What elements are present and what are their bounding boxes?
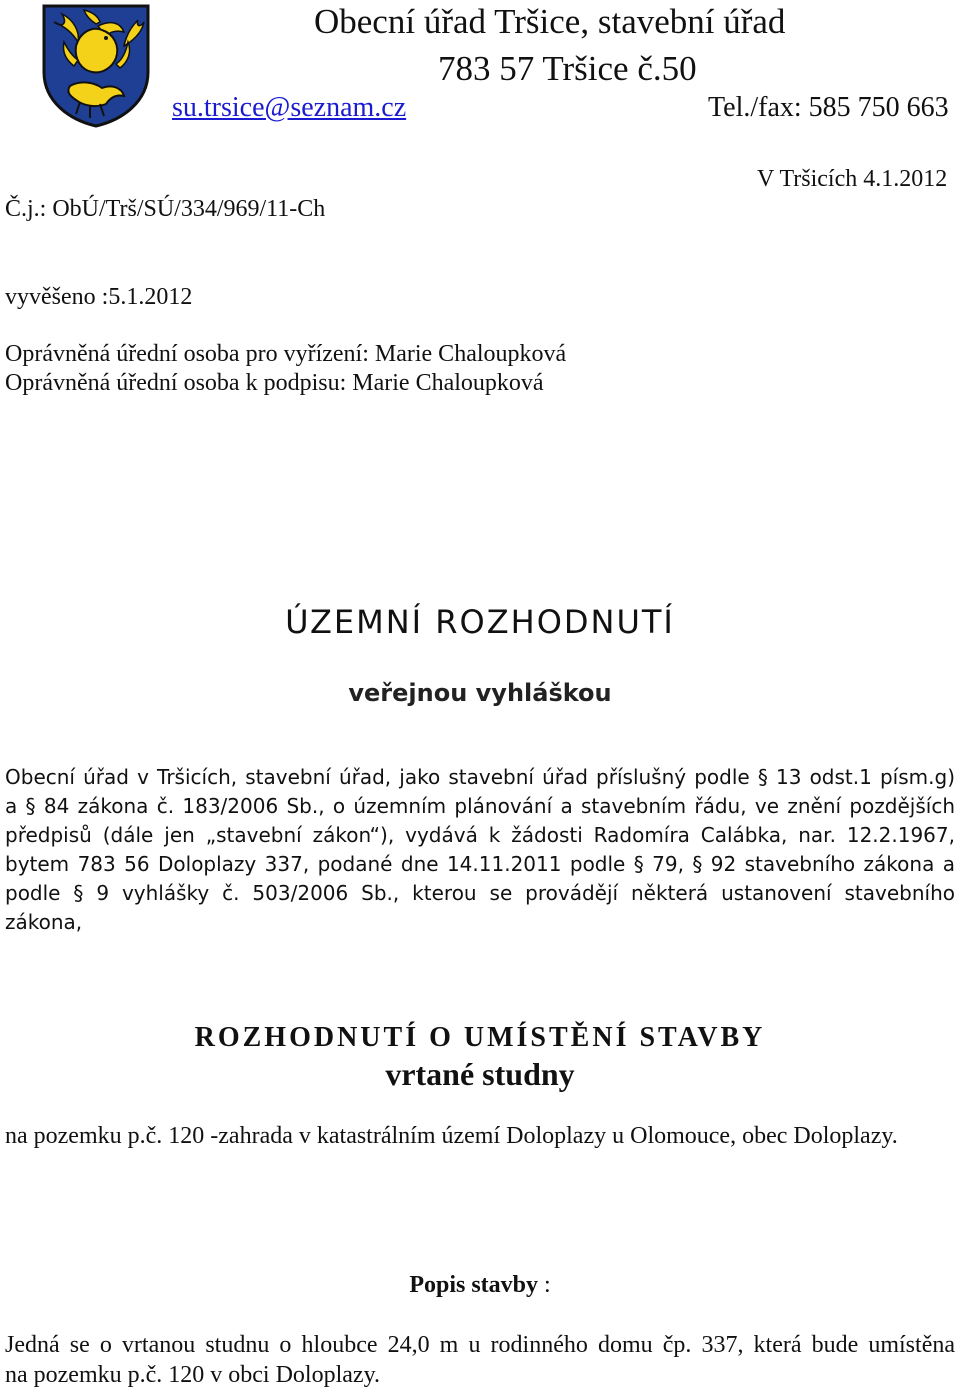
description-label: Popis stavby (409, 1272, 539, 1298)
paragraph-line: a § 84 zákona č. 183/2006 Sb., o územním plánování a stavebním řádu, ve znění pozdějších (5, 794, 955, 818)
posted-date: vyvěšeno :5.1.2012 (5, 284, 193, 310)
coat-of-arms-icon (40, 2, 152, 128)
paragraph-line: zákona, (5, 910, 83, 934)
decision-heading: ROZHODNUTÍ O UMÍSTĚNÍ STAVBY (194, 1022, 766, 1053)
document-date: V Tršicích 4.1.2012 (757, 166, 948, 192)
paragraph-line: předpisů (dále jen „stavební zákon“), vydává k žádosti Radomíra Calábka, nar. 12.2.1967, (5, 823, 955, 847)
decision-object: vrtané studny (385, 1056, 575, 1092)
paragraph-line: bytem 783 56 Doloplazy 337, podané dne 14.11.2011 podle § 79, § 92 stavebního zákona a (5, 852, 955, 876)
official-proceedings: Oprávněná úřední osoba pro vyřízení: Marie Chaloupková (5, 341, 567, 367)
office-address: 783 57 Tršice č.50 (438, 49, 697, 88)
description-heading (0, 1272, 960, 1299)
parcel-line: na pozemku p.č. 120 -zahrada v katastrálním území Doloplazy u Olomouce, obec Doloplazy. (5, 1123, 898, 1149)
tel-fax: Tel./fax: 585 750 663 (708, 92, 949, 123)
email-link[interactable]: su.trsice@seznam.cz (172, 92, 407, 123)
paragraph-line: Obecní úřad v Tršicích, stavební úřad, jako stavební úřad příslušný podle § 13 odst.1 písm.g) (5, 765, 955, 789)
decision-subtitle: veřejnou vyhláškou (348, 679, 612, 707)
office-name: Obecní úřad Tršice, stavební úřad (314, 2, 786, 41)
decision-paragraph (5, 763, 955, 937)
paragraph-line: podle § 9 vyhlášky č. 503/2006 Sb., kterou se provádějí některá ustanovení stavebního (5, 881, 955, 905)
description-line: na pozemku p.č. 120 v obci Doloplazy. (5, 1362, 381, 1388)
description-line: Jedná se o vrtanou studnu o hloubce 24,0 m u rodinného domu čp. 337, která bude umístěna (5, 1332, 955, 1358)
description-text (5, 1330, 955, 1390)
description-colon: : (538, 1272, 551, 1298)
decision-title: ÚZEMNÍ ROZHODNUTÍ (285, 603, 675, 641)
reference-number: Č.j.: ObÚ/Trš/SÚ/334/969/11-Ch (5, 196, 326, 222)
official-signature: Oprávněná úřední osoba k podpisu: Marie Chaloupková (5, 370, 544, 396)
